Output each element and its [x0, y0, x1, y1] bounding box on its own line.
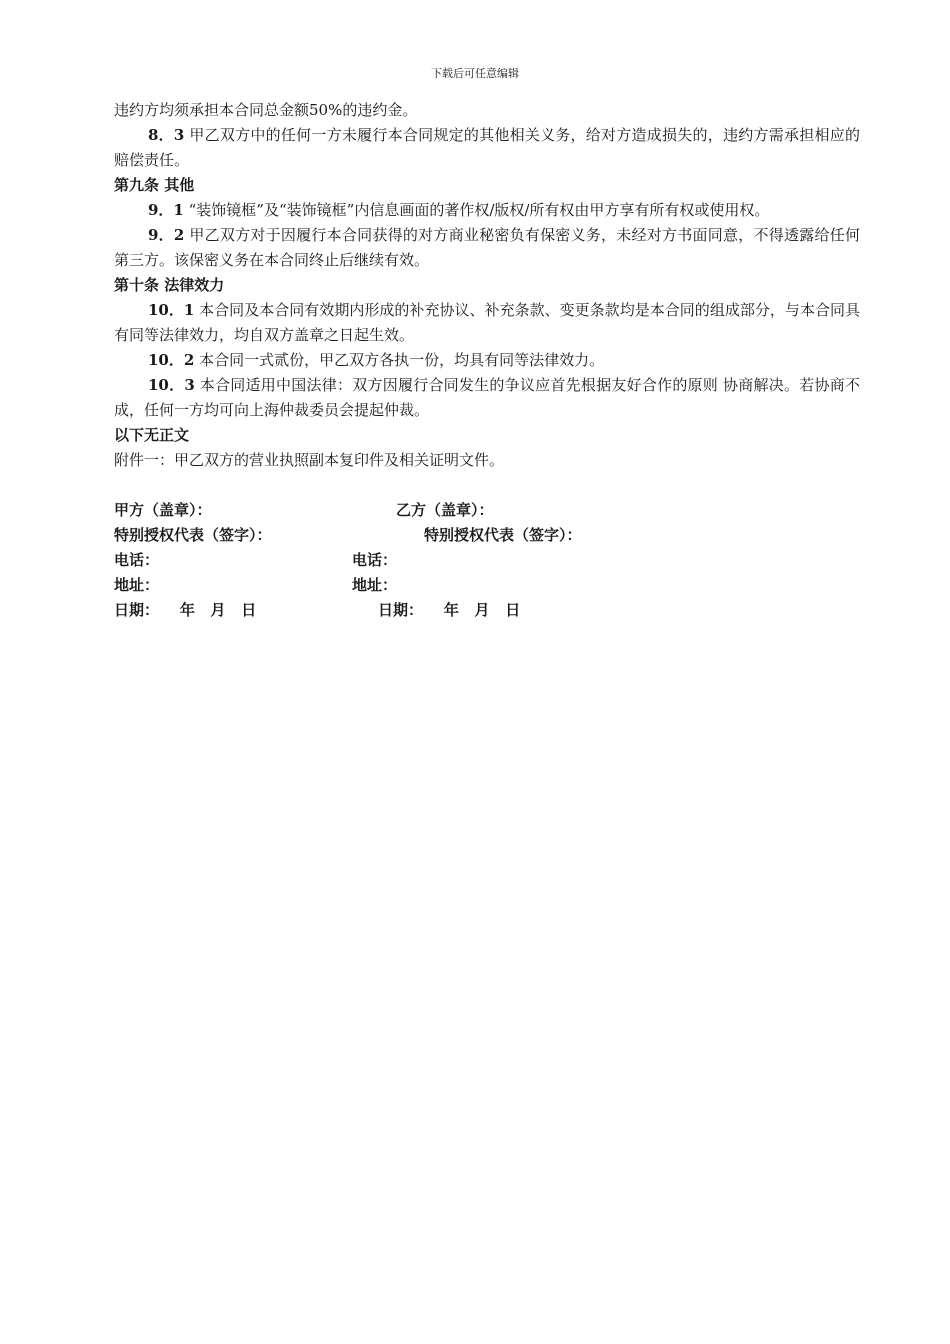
page-header: 下载后可任意编辑 [431, 67, 519, 80]
party-b-date-label: 日期： 年 月 日 [378, 601, 521, 619]
clause-number: 9．1 [148, 201, 184, 219]
clause-8-3 [114, 123, 860, 173]
article-9-heading: 第九条 其他 [114, 176, 195, 194]
end-of-text-marker: 以下无正文 [114, 426, 190, 444]
party-a-representative-label: 特别授权代表（签字）： [114, 526, 272, 544]
clause-text: 甲乙双方对于因履行本合同获得的对方商业秘密负有保密义务，未经对方书面同意，不得透露给任何第三方。该保密义务在本合同终止后继续有效。 [114, 226, 860, 269]
clause-number: 10．3 [148, 376, 195, 394]
date-row [114, 598, 860, 623]
address-row [114, 573, 860, 598]
clause-10-2 [114, 348, 860, 373]
party-b-address-label: 地址： [352, 576, 398, 594]
clause-9-1 [114, 198, 860, 223]
party-b-phone-label: 电话： [352, 551, 398, 569]
seal-row [114, 498, 860, 523]
clause-number: 10．1 [148, 301, 195, 319]
clause-number: 8．3 [148, 126, 185, 144]
clause-text: 本合同及本合同有效期内形成的补充协议、补充条款、变更条款均是本合同的组成部分，与本合同具有同等法律效力，均自双方盖章之日起生效。 [114, 301, 860, 344]
clause-9-2 [114, 223, 860, 273]
party-a-date-label: 日期： 年 月 日 [114, 601, 257, 619]
phone-row [114, 548, 860, 573]
clause-text: 本合同适用中国法律：双方因履行合同发生的争议应首先根据友好合作的原则 协商解决。若协商不成，任何一方均可向上海仲裁委员会提起仲裁。 [114, 376, 860, 419]
party-a-seal-label: 甲方（盖章）： [114, 501, 212, 519]
party-a-address-label: 地址： [114, 576, 160, 594]
clause-number: 10．2 [148, 351, 195, 369]
party-b-seal-label: 乙方（盖章）： [396, 501, 494, 519]
clause-text: 甲乙双方中的任何一方未履行本合同规定的其他相关义务，给对方造成损失的，违约方需承担相应的赔偿责任。 [114, 126, 860, 169]
clause-number: 9．2 [148, 226, 185, 244]
clause-10-3 [114, 373, 860, 423]
party-b-representative-label: 特别授权代表（签字）： [424, 526, 582, 544]
clause-10-1 [114, 298, 860, 348]
penalty-paragraph: 违约方均须承担本合同总金额50%的违约金。 [114, 101, 418, 119]
clause-text: 本合同一式贰份，甲乙双方各执一份，均具有同等法律效力。 [194, 351, 605, 369]
article-10-heading: 第十条 法律效力 [114, 276, 225, 294]
party-a-phone-label: 电话： [114, 551, 160, 569]
attachment-note: 附件一：甲乙双方的营业执照副本复印件及相关证明文件。 [114, 451, 505, 469]
signature-block [114, 498, 860, 628]
representative-row [114, 523, 860, 548]
clause-text: “装饰镜框”及“装饰镜框”内信息画面的著作权/版权/所有权由甲方享有所有权或使用权。 [183, 201, 770, 219]
contract-body [114, 98, 860, 473]
